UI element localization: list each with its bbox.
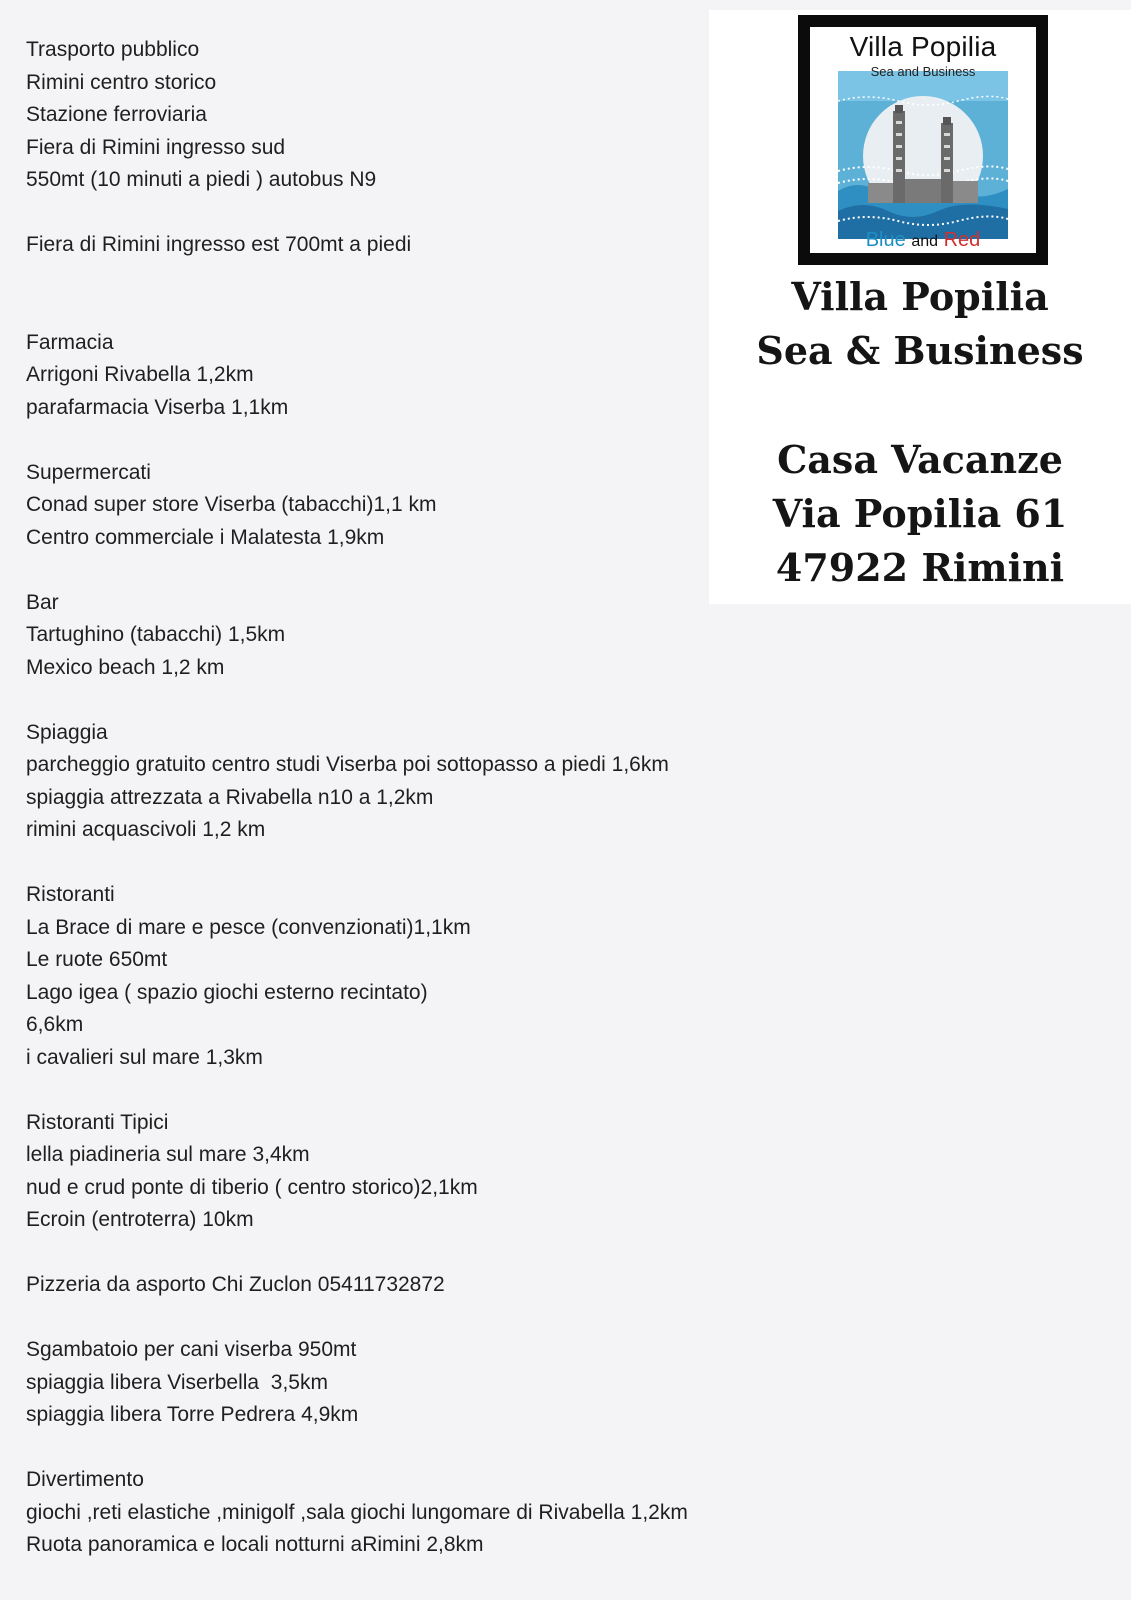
info-list <box>26 34 786 1562</box>
logo-subtitle: Sea and Business <box>870 64 976 79</box>
info-line: giochi ,reti elastiche ,minigolf ,sala giochi lungomare di Rivabella 1,2km <box>26 1500 688 1524</box>
logo-towers-illustration <box>838 71 1008 239</box>
logo-footer-red: Red <box>943 229 981 251</box>
brand-title <box>709 270 1131 378</box>
info-line: Mexico beach 1,2 km <box>26 655 225 679</box>
info-line: Divertimento <box>26 1468 144 1491</box>
info-line: parcheggio gratuito centro studi Viserba poi sottopasso a piedi 1,6km <box>26 753 669 776</box>
info-line: Trasporto pubblico <box>26 38 200 61</box>
spacer-line <box>26 197 786 230</box>
info-line: Ristoranti <box>26 883 115 906</box>
info-line: Rimini centro storico <box>26 70 217 94</box>
info-line: spiaggia libera Torre Pedrera 4,9km <box>26 1403 359 1426</box>
info-line: i cavalieri sul mare 1,3km <box>26 1045 263 1069</box>
info-line: spiaggia libera Viserbella 3,5km <box>26 1370 328 1394</box>
spacer-line <box>26 684 786 717</box>
address-line-type: Casa Vacanze <box>777 437 1063 482</box>
spacer-line <box>26 1302 786 1335</box>
info-line: Farmacia <box>26 330 114 354</box>
logo-inner <box>810 27 1036 253</box>
info-line: Sgambatoio per cani viserba 950mt <box>26 1338 357 1361</box>
logo-footer-blue: Blue <box>865 229 906 251</box>
spacer-line <box>26 847 786 880</box>
logo-footer <box>810 229 1036 252</box>
logo-title: Villa Popilia <box>849 31 997 62</box>
address-line-city: 47922 Rimini <box>775 545 1065 590</box>
info-line: La Brace di mare e pesce (convenzionati)1,1km <box>26 915 471 939</box>
spacer-line <box>26 424 786 457</box>
info-line: Pizzeria da asporto Chi Zuclon 05411732872 <box>26 1273 445 1296</box>
info-line: Conad super store Viserba (tabacchi)1,1 km <box>26 493 437 516</box>
info-line: Bar <box>26 590 59 614</box>
info-line: Fiera di Rimini ingresso est 700mt a piedi <box>26 233 412 256</box>
info-line: 550mt (10 minuti a piedi ) autobus N9 <box>26 168 377 191</box>
info-line: parafarmacia Viserba 1,1km <box>26 395 289 419</box>
villa-popilia-logo <box>798 15 1048 265</box>
info-line: Arrigoni Rivabella 1,2km <box>26 363 254 386</box>
address-line-street: Via Popilia 61 <box>772 491 1068 536</box>
info-line: Spiaggia <box>26 720 108 744</box>
info-line: 6,6km <box>26 1013 84 1036</box>
info-line: lella piadineria sul mare 3,4km <box>26 1143 310 1166</box>
info-line: Fiera di Rimini ingresso sud <box>26 135 286 159</box>
info-line: Supermercati <box>26 460 151 484</box>
info-line: Centro commerciale i Malatesta 1,9km <box>26 525 385 549</box>
info-line: Ristoranti Tipici <box>26 1110 169 1134</box>
info-line: Le ruote 650mt <box>26 948 168 971</box>
info-line: Ruota panoramica e locali notturni aRimini 2,8km <box>26 1533 484 1556</box>
brand-subtitle-line: Sea & Business <box>756 328 1084 373</box>
spacer-line <box>26 1432 786 1465</box>
spacer-line <box>26 1074 786 1107</box>
spacer-line <box>26 1237 786 1270</box>
info-line: spiaggia attrezzata a Rivabella n10 a 1,2km <box>26 785 434 809</box>
spacer-line <box>26 294 786 327</box>
info-line: Stazione ferroviaria <box>26 103 207 126</box>
info-line: nud e crud ponte di tiberio ( centro storico)2,1km <box>26 1175 478 1199</box>
spacer-line <box>26 262 786 295</box>
info-line: rimini acquascivoli 1,2 km <box>26 818 266 841</box>
logo-footer-and: and <box>911 233 939 250</box>
brand-address <box>709 433 1131 595</box>
spacer-line <box>26 554 786 587</box>
info-line: Tartughino (tabacchi) 1,5km <box>26 623 286 646</box>
info-line: Lago igea ( spazio giochi esterno recintato) <box>26 980 428 1004</box>
info-line: Ecroin (entroterra) 10km <box>26 1208 254 1231</box>
brand-title-line: Villa Popilia <box>791 274 1049 319</box>
